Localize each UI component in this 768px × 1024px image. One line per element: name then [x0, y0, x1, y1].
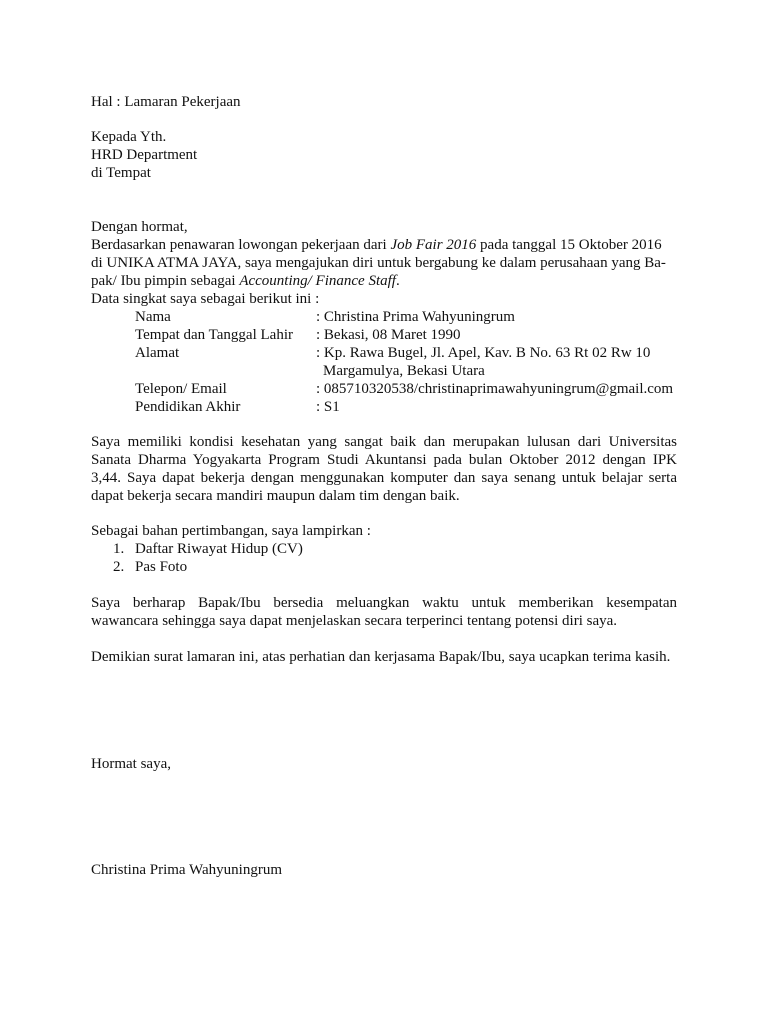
intro-line-1-italic: Job Fair 2016 — [390, 237, 477, 253]
intro-line-3-italic: Accounting/ Finance Staff — [239, 273, 396, 289]
hope-line-1: Saya berharap Bapak/Ibu bersedia meluangkan waktu untuk memberikan kesempatan — [91, 595, 677, 611]
attachments-intro: Sebagai bahan pertimbangan, saya lampirkan : — [91, 523, 371, 539]
intro-line-3-text-a: pak/ Ibu pimpin sebagai — [91, 273, 240, 289]
intro-line-4: Data singkat saya sebagai berikut ini : — [91, 291, 320, 307]
detail-value-contact: : 085710320538/christinaprimawahyuningrum@gmail.com — [316, 381, 674, 397]
recipient-line-1: Kepada Yth. — [91, 129, 167, 145]
detail-value-name: : Christina Prima Wahyuningrum — [316, 309, 515, 325]
detail-label-address: Alamat — [135, 345, 180, 361]
intro-line-1 — [91, 236, 662, 254]
recipient-line-2: HRD Department — [91, 147, 198, 163]
intro-line-1-text-a: Berdasarkan penawaran lowongan pekerjaan dari — [91, 237, 391, 253]
detail-value-address: : Kp. Rawa Bugel, Jl. Apel, Kav. B No. 63 Rt 02 Rw 10 — [316, 345, 651, 361]
signature-name: Christina Prima Wahyuningrum — [91, 862, 283, 878]
detail-label-contact: Telepon/ Email — [135, 381, 227, 397]
condition-line-1: Saya memiliki kondisi kesehatan yang sangat baik dan merupakan lulusan dari Universitas — [91, 434, 677, 450]
intro-line-2: di UNIKA ATMA JAYA, saya mengajukan diri untuk bergabung ke dalam perusahaan yang Ba- — [91, 255, 666, 271]
condition-line-4: dapat bekerja secara mandiri maupun dalam tim dengan baik. — [91, 488, 460, 504]
intro-line-1-text-b: pada tanggal 15 Oktober 2016 — [476, 237, 662, 253]
greeting: Dengan hormat, — [91, 219, 188, 235]
signoff: Hormat saya, — [91, 756, 171, 772]
detail-value-birth: : Bekasi, 08 Maret 1990 — [316, 327, 461, 343]
condition-line-3: 3,44. Saya dapat bekerja dengan menggunakan komputer dan saya senang untuk belajar serta — [91, 470, 677, 486]
attachment-number-2: 2. — [113, 559, 125, 575]
detail-label-name: Nama — [135, 309, 171, 325]
intro-line-3 — [91, 272, 400, 290]
detail-value-education: : S1 — [316, 399, 340, 415]
attachment-number-1: 1. — [113, 541, 125, 557]
subject-line: Hal : Lamaran Pekerjaan — [91, 94, 241, 110]
hope-line-2: wawancara sehingga saya dapat menjelaskan secara terperinci tentang potensi diri saya. — [91, 613, 618, 629]
intro-line-3-text-b: . — [395, 273, 400, 289]
attachment-item-2: Pas Foto — [135, 559, 188, 575]
attachment-item-1: Daftar Riwayat Hidup (CV) — [135, 541, 303, 557]
closing-line: Demikian surat lamaran ini, atas perhatian dan kerjasama Bapak/Ibu, saya ucapkan terima kasih. — [91, 649, 671, 665]
recipient-line-3: di Tempat — [91, 165, 151, 181]
detail-label-birth: Tempat dan Tanggal Lahir — [135, 327, 293, 343]
detail-value-address-cont: Margamulya, Bekasi Utara — [323, 363, 485, 379]
condition-line-2: Sanata Dharma Yogyakarta Program Studi Akuntansi pada bulan Oktober 2012 dengan IPK — [91, 452, 677, 468]
detail-label-education: Pendidikan Akhir — [135, 399, 241, 415]
